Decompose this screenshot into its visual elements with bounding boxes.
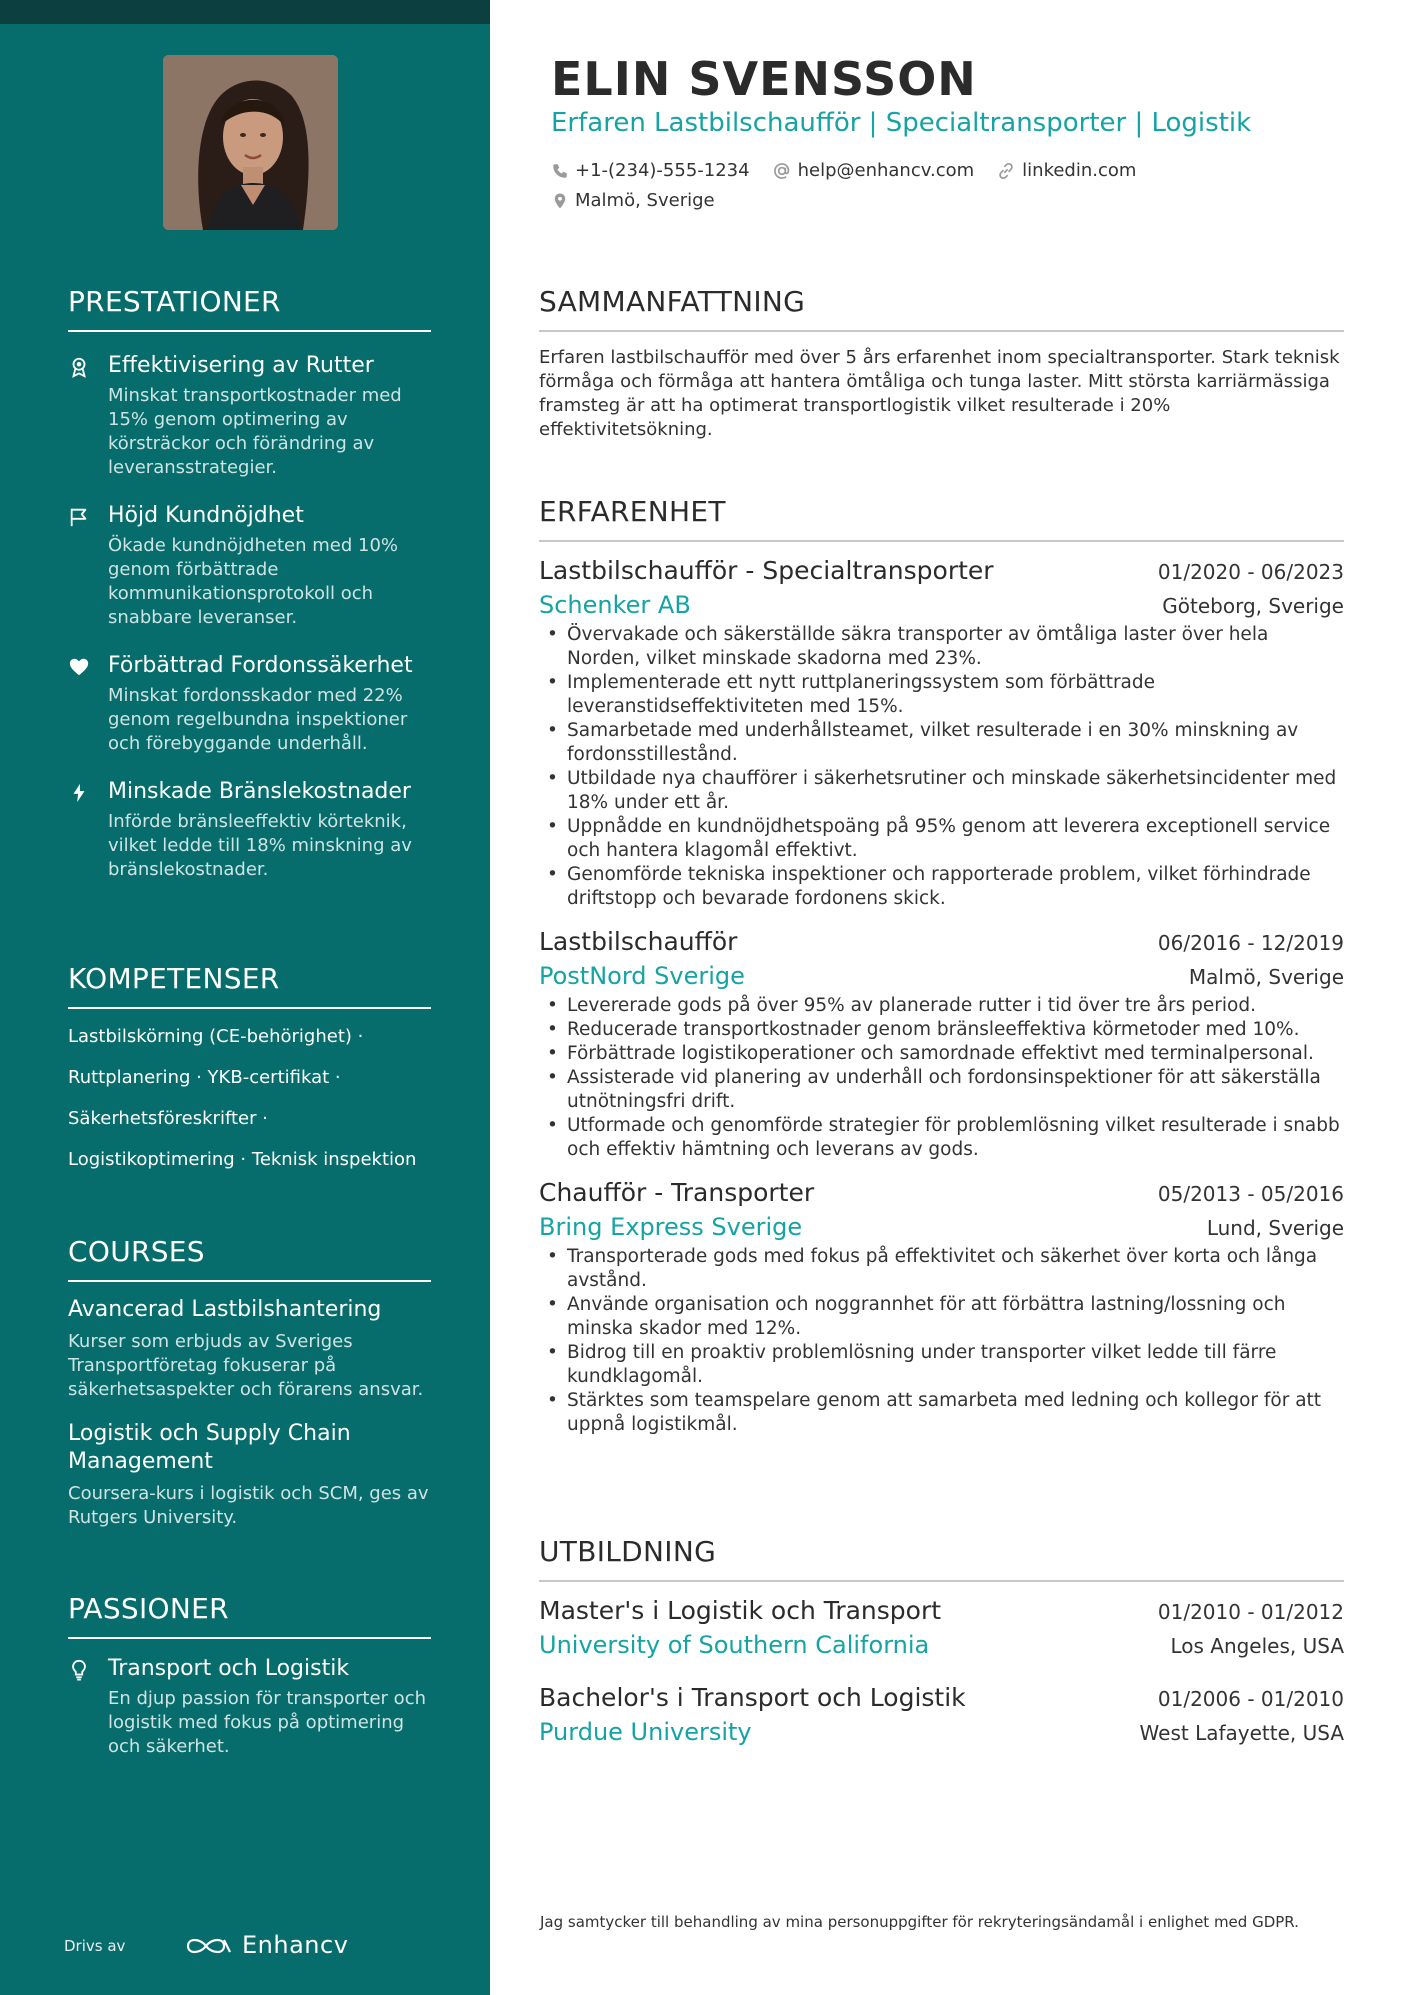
achievement-item <box>68 778 431 882</box>
course-desc: Kurser som erbjuds av Sveriges Transportföretag fokuserar på säkerhetsaspekter och förarens ansvar. <box>68 1331 424 1400</box>
job-bullet: • Implementerade ett nytt ruttplaneringssystem som förbättrade leveranstidseffektiviteten med 15%. <box>539 671 1344 719</box>
course-desc: Coursera-kurs i logistik och SCM, ges av Rutgers University. <box>68 1483 429 1528</box>
sidebar-top-bar <box>0 0 490 24</box>
job-company: PostNord Sverige <box>539 962 745 990</box>
job-bullet: • Assisterade vid planering av underhåll och fordonsinspektioner för att säkerställa utnötningsfri drift. <box>539 1066 1344 1114</box>
powered-by-label: Drivs av <box>64 1937 126 1955</box>
job-bullet: • Utformade och genomförde strategier för problemlösning vilket resulterade i snabb och effektiv hämtning och leverans av gods. <box>539 1114 1344 1162</box>
education-location: Los Angeles, USA <box>1170 1634 1344 1658</box>
profile-photo <box>163 55 338 230</box>
skills-title: KOMPETENSER <box>68 962 431 1009</box>
job-bullet: • Bidrog till en proaktiv problemlösning under transporter vilket ledde till färre kundklagomål. <box>539 1341 1344 1389</box>
job-location: Lund, Sverige <box>1206 1216 1344 1240</box>
achievement-title: Förbättrad Fordonssäkerhet <box>108 653 413 678</box>
link-icon <box>996 161 1016 181</box>
job-dates: 05/2013 - 05/2016 <box>1157 1182 1344 1206</box>
enhancv-brand[interactable]: Enhancv <box>242 1931 349 1959</box>
lightbulb-icon <box>68 1659 90 1681</box>
location-pin-icon <box>551 191 569 211</box>
lightning-icon <box>68 782 90 804</box>
job-entry <box>539 927 1344 1162</box>
enhancv-logo-icon <box>184 1934 234 1958</box>
education-location: West Lafayette, USA <box>1139 1721 1344 1745</box>
achievement-item <box>68 652 431 756</box>
education-entry <box>539 1596 1344 1659</box>
sidebar <box>0 0 490 1995</box>
education-dates: 01/2006 - 01/2010 <box>1157 1687 1344 1711</box>
phone-text: +1-(234)-555-1234 <box>575 160 750 181</box>
job-bullet: • Använde organisation och noggrannhet för att förbättra lastning/lossning och minska skador med 12%. <box>539 1293 1344 1341</box>
email-text: help@enhancv.com <box>797 160 975 181</box>
education-school: University of Southern California <box>539 1631 930 1659</box>
passion-title: Transport och Logistik <box>108 1656 350 1681</box>
skills-section <box>68 962 431 1172</box>
location-text: Malmö, Sverige <box>575 190 715 211</box>
phone-icon <box>551 162 569 180</box>
contact-row-location <box>551 190 737 211</box>
passions-title: PASSIONER <box>68 1592 431 1639</box>
job-company: Schenker AB <box>539 591 691 619</box>
contact-email[interactable] <box>772 160 975 181</box>
achievement-desc: Minskat transportkostnader med 15% genom optimering av körsträckor och förändring av leveransstrategier. <box>108 385 402 478</box>
achievement-desc: Ökade kundnöjdheten med 10% genom förbättrade kommunikationsprotokoll och snabbare leveranser. <box>108 535 398 628</box>
job-bullets <box>539 623 1344 911</box>
achievements-section <box>68 285 431 882</box>
contact-linkedin[interactable] <box>996 160 1136 181</box>
course-item <box>68 1296 431 1402</box>
skills-line: Ruttplanering · YKB-certifikat · <box>68 1067 341 1088</box>
skills-line: Lastbilskörning (CE-behörighet) · <box>68 1026 364 1047</box>
job-location: Göteborg, Sverige <box>1162 594 1344 618</box>
summary-section <box>539 285 1344 442</box>
job-bullet: • Utbildade nya chaufförer i säkerhetsrutiner och minskade säkerhetsincidenter med 18% under ett år. <box>539 767 1344 815</box>
job-bullet: • Förbättrade logistikoperationer och samordnade effektivt med terminalpersonal. <box>539 1042 1344 1066</box>
job-dates: 01/2020 - 06/2023 <box>1157 560 1344 584</box>
course-title: Avancerad Lastbilshantering <box>68 1297 382 1322</box>
summary-text: Erfaren lastbilschaufför med över 5 års erfarenhet inom specialtransporter. Stark teknisk förmåga och förmåga att hantera ömtåliga och tunga laster. Mitt största karriärmässiga framsteg är att ha optimerat transportlogistik vilket resulterade i 20% effektivitetsökning. <box>539 347 1340 440</box>
achievement-title: Höjd Kundnöjdhet <box>108 503 304 528</box>
job-bullet: • Stärktes som teamspelare genom att samarbeta med ledning och kollegor för att uppnå logistikmål. <box>539 1389 1344 1437</box>
skills-line: Säkerhetsföreskrifter · <box>68 1108 268 1129</box>
job-bullet: • Uppnådde en kundnöjdhetspoäng på 95% genom att leverera exceptionell service och hantera klagomål effektivt. <box>539 815 1344 863</box>
achievement-desc: Minskat fordonsskador med 22% genom regelbundna inspektioner och förebyggande underhåll. <box>108 685 408 754</box>
job-bullets <box>539 994 1344 1162</box>
courses-title: COURSES <box>68 1235 431 1282</box>
contact-row <box>551 160 1158 181</box>
flag-icon <box>68 506 90 528</box>
education-school: Purdue University <box>539 1718 752 1746</box>
education-title: UTBILDNING <box>539 1535 1344 1582</box>
job-bullet: • Samarbetade med underhållsteamet, vilket resulterade i en 30% minskning av fordonsstillestånd. <box>539 719 1344 767</box>
heart-icon <box>68 656 90 678</box>
job-dates: 06/2016 - 12/2019 <box>1157 931 1344 955</box>
achievements-title: PRESTATIONER <box>68 285 431 332</box>
at-icon <box>772 161 792 181</box>
job-bullet: • Transporterade gods med fokus på effektivitet och säkerhet över korta och långa avstånd. <box>539 1245 1344 1293</box>
award-icon <box>68 356 90 378</box>
job-title: Lastbilschaufför <box>539 927 738 956</box>
candidate-headline: Erfaren Lastbilschaufför | Specialtransporter | Logistik <box>551 108 1252 138</box>
education-entry <box>539 1683 1344 1746</box>
course-item <box>68 1420 431 1530</box>
passions-section <box>68 1592 431 1759</box>
job-bullets <box>539 1245 1344 1437</box>
job-entry <box>539 1178 1344 1437</box>
job-entry <box>539 556 1344 911</box>
job-bullet: • Levererade gods på över 95% av planerade rutter i tid över tre års period. <box>539 994 1344 1018</box>
contact-phone[interactable] <box>551 160 750 181</box>
passion-item <box>68 1655 431 1759</box>
education-degree: Master's i Logistik och Transport <box>539 1596 942 1625</box>
job-company: Bring Express Sverige <box>539 1213 803 1241</box>
experience-title: ERFARENHET <box>539 495 1344 542</box>
courses-section <box>68 1235 431 1530</box>
course-title: Logistik och Supply Chain Management <box>68 1421 351 1474</box>
job-bullet: • Genomförde tekniska inspektioner och rapporterade problem, vilket förhindrade driftstopp och bevarade fordonens skick. <box>539 863 1344 911</box>
job-title: Chaufför - Transporter <box>539 1178 815 1207</box>
linkedin-text: linkedin.com <box>1022 160 1137 181</box>
job-bullet: • Reducerade transportkostnader genom bränsleeffektiva körmetoder med 10%. <box>539 1018 1344 1042</box>
achievement-item <box>68 352 431 480</box>
contact-location <box>551 190 715 211</box>
job-location: Malmö, Sverige <box>1188 965 1344 989</box>
achievement-item <box>68 502 431 630</box>
skills-line: Logistikoptimering · Teknisk inspektion <box>68 1149 417 1170</box>
job-bullet: • Övervakade och säkerställde säkra transporter av ömtåliga laster över hela Norden, vilket minskade skadorna med 23%. <box>539 623 1344 671</box>
education-dates: 01/2010 - 01/2012 <box>1157 1600 1344 1624</box>
job-title: Lastbilschaufför - Specialtransporter <box>539 556 994 585</box>
passion-desc: En djup passion för transporter och logistik med fokus på optimering och säkerhet. <box>108 1688 426 1757</box>
candidate-name: ELIN SVENSSON <box>551 52 977 106</box>
education-section <box>539 1535 1344 1746</box>
achievement-desc: Införde bränsleeffektiv körteknik, vilket ledde till 18% minskning av bränslekostnader. <box>108 811 412 880</box>
powered-by <box>64 1930 444 1960</box>
experience-section <box>539 495 1344 1437</box>
education-degree: Bachelor's i Transport och Logistik <box>539 1683 966 1712</box>
achievement-title: Effektivisering av Rutter <box>108 353 374 378</box>
summary-title: SAMMANFATTNING <box>539 285 1344 332</box>
gdpr-consent: Jag samtycker till behandling av mina personuppgifter för rekryteringsändamål i enlighet med GDPR. <box>540 1913 1299 1931</box>
achievement-title: Minskade Bränslekostnader <box>108 779 411 804</box>
